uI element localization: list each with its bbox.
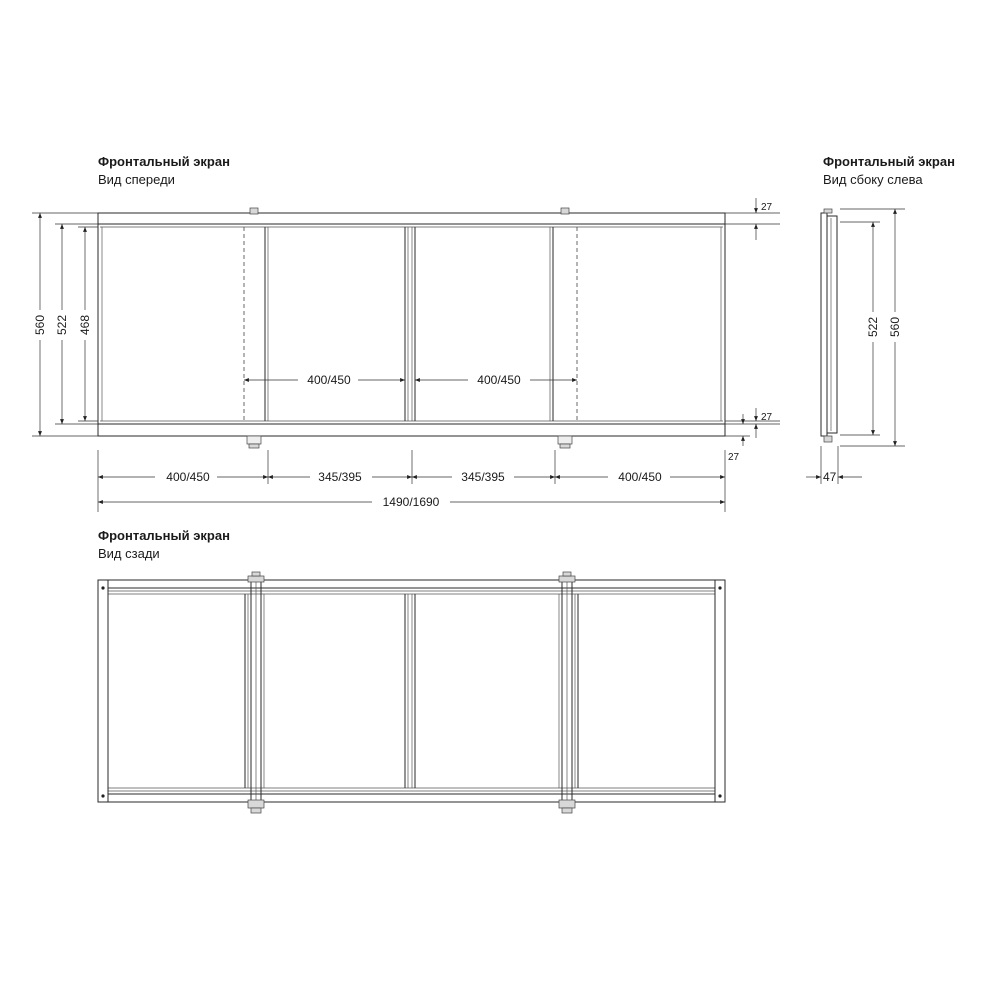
front-view-drawing [32, 198, 780, 512]
front-view-subtitle: Вид спереди [98, 172, 175, 187]
support-leg-left [247, 436, 261, 444]
overlap-left-label: 400/450 [307, 373, 351, 387]
height-522-label: 522 [55, 314, 69, 336]
seg-1-label: 400/450 [166, 470, 210, 484]
top-profile-label: 27 [761, 202, 773, 213]
side-view-drawing [806, 209, 905, 484]
bottom-profile-lower-label: 27 [728, 452, 740, 463]
front-outer-frame [98, 213, 725, 436]
side-profile-outer [821, 213, 827, 436]
back-view-subtitle: Вид сзади [98, 546, 160, 561]
side-view-subtitle: Вид сбоку слева [823, 172, 923, 187]
side-profile-body [827, 216, 837, 433]
bottom-profile-upper-label: 27 [761, 412, 773, 423]
seg-3-label: 345/395 [461, 470, 505, 484]
seg-2-label: 345/395 [318, 470, 362, 484]
seg-4-label: 400/450 [618, 470, 662, 484]
total-width-label: 1490/1690 [382, 495, 440, 509]
height-560-label: 560 [33, 314, 47, 336]
side-depth-label: 47 [823, 470, 837, 484]
support-leg-right [558, 436, 572, 444]
side-height-560-label: 560 [888, 316, 902, 338]
back-view-drawing [98, 572, 725, 813]
back-outer-frame [98, 580, 725, 802]
overlap-right-label: 400/450 [477, 373, 521, 387]
top-clip-left [250, 208, 258, 214]
top-clip-right [561, 208, 569, 214]
side-height-522-label: 522 [866, 316, 880, 338]
back-view-title: Фронтальный экран [98, 528, 230, 543]
side-view-title: Фронтальный экран [823, 154, 955, 169]
front-view-title: Фронтальный экран [98, 154, 230, 169]
height-468-label: 468 [78, 314, 92, 336]
